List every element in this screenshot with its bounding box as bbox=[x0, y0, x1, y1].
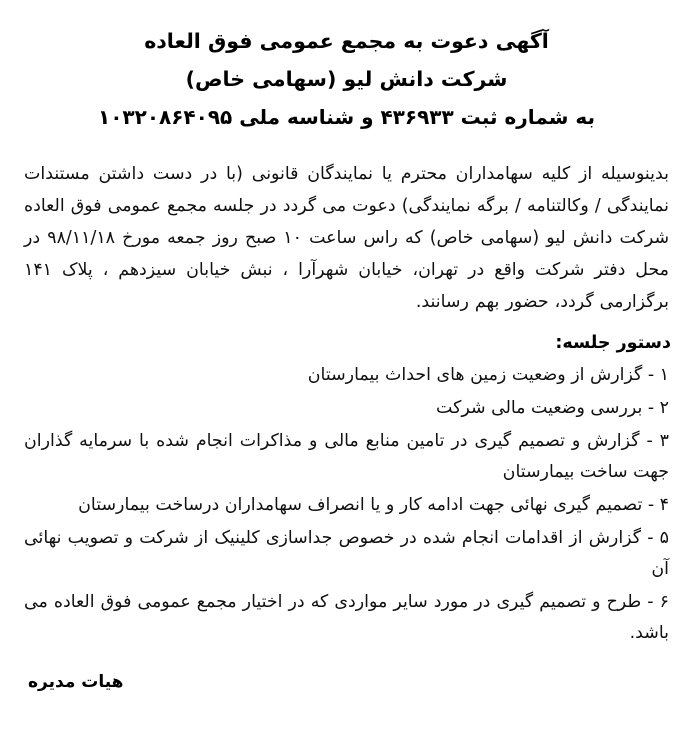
title-line-3-registration: به شماره ثبت ۴۳۶۹۳۳ و شناسه ملی ۱۰۳۲۰۸۶۴۰۹۵ bbox=[97, 105, 595, 129]
agenda-list bbox=[22, 360, 671, 649]
title-line-1: آگهی دعوت به مجمع عمومی فوق العاده bbox=[144, 29, 549, 53]
agenda-item: ۴ - تصمیم گیری نهائی جهت ادامه کار و یا انصراف سهامداران درساخت بیمارستان bbox=[78, 495, 669, 515]
agenda-item: ۲ - بررسی وضعیت مالی شرکت bbox=[436, 398, 669, 418]
body-block bbox=[22, 158, 671, 318]
agenda-item: ۵ - گزارش از اقدامات انجام شده در خصوص جداسازی کلینیک از شرکت و تصویب نهائی آن bbox=[24, 528, 669, 579]
board-of-directors-signature: هیات مدیره bbox=[28, 672, 124, 692]
agenda-item: ۳ - گزارش و تصمیم گیری در تامین منابع مالی و مذاکرات انجام شده با سرمایه گذاران جهت ساخت بیمارستان bbox=[24, 431, 669, 482]
agenda-item: ۶ - طرح و تصمیم گیری در مورد سایر مواردی که در اختیار مجمع عمومی فوق العاده می باشد. bbox=[24, 592, 669, 643]
document-title-block bbox=[22, 14, 671, 136]
agenda-heading: دستور جلسه: bbox=[555, 333, 671, 353]
agenda-item: ۱ - گزارش از وضعیت زمین های احداث بیمارستان bbox=[307, 365, 669, 385]
title-line-2-company: شرکت دانش لیو (سهامی خاص) bbox=[185, 67, 508, 91]
invitation-paragraph: بدینوسیله از کلیه سهامداران محترم یا نمایندگان قانونی (با در دست داشتن مستندات نمایندگی / وکالتنامه / برگه نمایندگی) دعوت می گردد در جلسه مجمع عمومی فوق العاده شرکت دانش لیو (سهامی خاص) که راس ساعت ۱۰ صبح روز جمعه مورخ ۹۸/۱۱/۱۸ در محل دفتر شرکت واقع در تهران، خیابان شهرآرا ، نبش خیابان سیزدهم ، پلاک ۱۴۱ برگزارمی گردد، حضور بهم رسانند. bbox=[24, 164, 670, 312]
